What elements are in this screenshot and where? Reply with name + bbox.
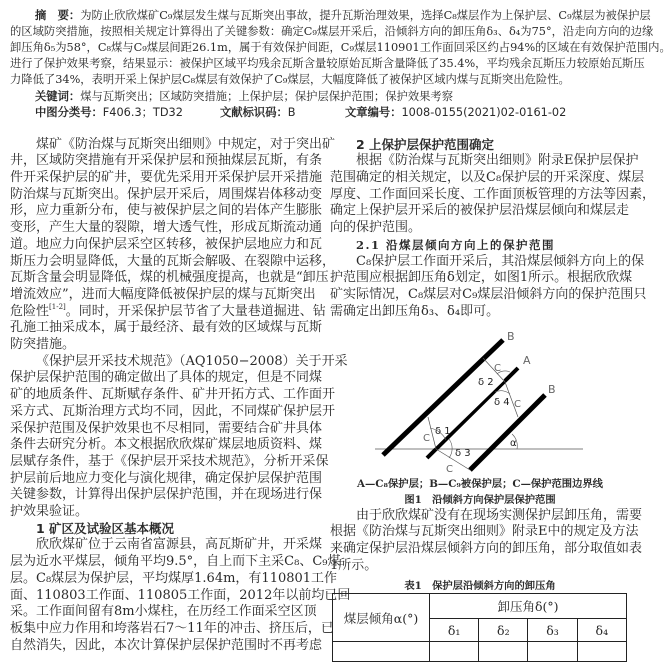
table-cell: [528, 642, 577, 662]
text-line: 孔施工抽采成本，属于最经济、最有效的区域煤与瓦斯: [10, 320, 323, 336]
label-delta-3: δ 3: [455, 448, 471, 459]
figure-legend: A—C₈保护层；B—C₉被保护层；C—保护范围边界线: [357, 478, 603, 490]
text-line: 护层前后地应力变化与演化规律，确定保护层保护范围: [10, 470, 323, 486]
citation: [1-2]: [49, 302, 66, 311]
text-line: 煤矿《防治煤与瓦斯突出细则》中规定，对于突出矿: [36, 136, 336, 152]
abstract-text: 卸压角δ₅为58°，C₈煤与C₉煤层间距26.1m，属于有效保护间距，C₉煤层110901工作面回采区约占94%的区域在有效保护范围内。: [10, 41, 671, 54]
text-line: 《保护层开采技术规范》（AQ1050−2008）关于开采: [36, 353, 348, 369]
text-line: 厚度、工作面回采长度、工作面顶板管理的方法等因素，: [330, 186, 656, 202]
text-line: 件开采保护层的矿井，要优先采用开采保护层开采措施: [10, 170, 323, 185]
label-c: C: [446, 464, 453, 475]
keywords-label: 关键词：: [35, 90, 81, 103]
text-line: 道。地应力向保护层采空区转移，被保护层地应力和瓦: [10, 236, 323, 252]
text-line: 增流效应”，进而大幅度降低被保护层的煤与瓦斯突出: [10, 286, 316, 302]
text-line: 层。C₈煤层为保护层，平均煤厚1.64m，有110801工作: [10, 570, 338, 586]
table-row: [333, 642, 627, 662]
table-cell: [577, 642, 626, 662]
text-line: 护范围应根据卸压角δ划定，如图1所示。根据欣欣煤: [330, 270, 633, 286]
column-header: δ₁: [430, 619, 479, 642]
label-delta-2: δ 2: [478, 377, 494, 388]
text-segment: 。同时，开采保护层节省了大量巷道掘进、钻: [65, 303, 326, 319]
text-line: 矿的地质条件、瓦斯赋存条件、矿井开拓方式、工作面开: [10, 387, 336, 403]
label-c: C: [494, 363, 501, 374]
label-b: B: [548, 383, 556, 396]
text-line: 确定上保护层开采后的被保护层沿煤层倾向和煤层走: [330, 203, 630, 219]
angle-arc-d3: [449, 439, 452, 458]
group-header: 卸压角δ(°): [430, 594, 627, 619]
table-cell: [479, 642, 528, 662]
abstract-label: 摘 要：: [35, 9, 81, 22]
clc-value: F406.3；TD32: [102, 106, 183, 119]
abstract-text: 为防止欣欣煤矿C₉煤层发生煤与瓦斯突出事故，提升瓦斯治理效果，选择C₈煤层作为上保护层、C₉煤层为被保护层: [80, 9, 651, 22]
text-line: 采方式、瓦斯治理方式均不同，因此，不同煤矿保护层开: [10, 403, 336, 419]
text-line: 自然消失，因此，本次计算保护层保护范围时不再考虑: [10, 637, 323, 653]
text-line: 采。工作面间留有8m小煤柱，在历经工作面采空区顶: [10, 604, 317, 620]
text-line: 井，区域防突措施有开采保护层和预抽煤层瓦斯，有条: [10, 153, 323, 169]
label-c: C: [423, 433, 430, 444]
article-no-value: 1008-0155(2021)02-0161-02: [401, 106, 567, 119]
text-segment: 危险性: [10, 303, 50, 319]
text-line: 范围确定的相关规定，以及C₈保护层的开采深度、煤层: [330, 170, 645, 185]
text-line: 欣欣煤矿位于云南省富源县，高瓦斯矿井，开采煤: [36, 537, 323, 553]
text-line: 瓦斯含量会明显降低，煤的机械强度提高，也就是“卸压: [10, 270, 329, 286]
table-cell: [333, 642, 430, 662]
text-line: 防突措施。: [10, 337, 76, 353]
column-header: δ₃: [528, 619, 577, 642]
table-caption: 表1 保护层沿倾斜方向的卸压角: [404, 580, 556, 592]
figure-caption: 图1 沿倾斜方向保护层保护范围: [404, 494, 556, 506]
text-line: 需确定出卸压角δ₃、δ₄即可。: [330, 303, 500, 319]
text-line: 防治煤与瓦斯突出。保护层开采后，周围煤岩体移动变: [10, 186, 323, 202]
abstract-text: 进行了保护效果考察，结果显示：被保护区域平均残余瓦斯含量较原始瓦斯含量降低了35.4%，平均残余瓦斯压力较原始瓦斯压: [10, 57, 645, 70]
section-heading: 2 上保护层保护范围确定: [356, 136, 495, 152]
text-line: 变形，产生大量的裂隙，增大透气性，形成瓦斯流动通: [10, 220, 323, 236]
text-line: 护效果验证。: [10, 504, 89, 520]
text-line: 根据《防治煤与瓦斯突出细则》附录E中的规定及方法: [330, 524, 639, 540]
text-line: 根据《防治煤与瓦斯突出细则》附录E保护层保护: [356, 153, 639, 169]
clc-label: 中图分类号：: [35, 106, 103, 119]
keywords-text: 煤与瓦斯突出；区域防突措施；上保护层；保护层保护范围；保护效果考察: [80, 90, 454, 103]
label-a: A: [523, 354, 531, 367]
text-line: 采保护范围及保护效果也不尽相同，需要结合矿井具体: [10, 420, 323, 436]
abstract-text: 力降低了34%，表明开采上保护层C₈煤层有效保护了C₉煤层，大幅度降低了被保护区域内煤与瓦斯突出危险性。: [10, 73, 570, 86]
text-line: 条件去研究分析。本文根据欣欣煤矿煤层地质资料、煤: [10, 437, 323, 453]
text-line: 形，应力重新分布，使与被保护层之间的岩体产生膨胀: [10, 203, 323, 219]
subsection-heading: 2.1 沿煤层倾向方向上的保护范围: [356, 237, 556, 252]
text-line: C₈保护层工作面开采后，其沿煤层倾斜方向上的保: [356, 253, 645, 269]
doc-code-value: B: [287, 106, 296, 119]
text-line: 向的保护范围。: [330, 220, 422, 236]
label-b: B: [507, 330, 515, 343]
text-line: 1所示。: [330, 557, 378, 573]
text-line: 层赋存条件，基于《保护层开采技术规范》，分析开采保: [10, 453, 329, 469]
article-no-label: 文章编号：: [345, 106, 402, 119]
label-alpha: α: [510, 438, 517, 449]
text-line: 保护层保护范围的确定做出了具体的规定，但是不同煤: [10, 370, 323, 386]
text-line: 由于欣欣煤矿没有在现场实测保护层卸压角，需要: [356, 507, 643, 523]
text-line: 关键参数，计算得出保护层保护范围，并在现场进行保: [10, 487, 323, 503]
text-line: 斯压力会明显降低，大量的瓦斯会解吸、在裂隙中运移，: [10, 253, 336, 269]
row-header: 煤层倾角α(°): [333, 594, 430, 642]
doc-code-label: 文献标识码：: [220, 106, 288, 119]
abstract-text: 的区域防突措施，按照相关规定计算得出了关键参数：确定C₉煤层开采后，沿倾斜方向的卸压角δ₃、δ₄为75°，沿走向方向的边缘: [10, 25, 654, 38]
section-heading: 1 矿区及试验区基本概况: [36, 520, 175, 536]
table-cell: [430, 642, 479, 662]
label-delta-1: δ 1: [435, 426, 451, 437]
right-column-bottom: [330, 507, 643, 575]
label-delta-4: δ 4: [494, 397, 510, 408]
text-line: 来确定保护层沿煤层倾斜方向的卸压角，部分取值如表: [330, 541, 643, 556]
text-line: 层为近水平煤层，倾角平均9.5°，自上而下主采C₈、C₉煤: [10, 554, 341, 570]
label-c: C: [514, 399, 521, 410]
angle-arc-d4: [495, 391, 510, 394]
column-header: δ₂: [479, 619, 528, 642]
text-line: 矿实际情况，C₈煤层对C₉煤层沿倾斜方向的保护范围只: [330, 286, 647, 302]
text-line: 面、110803工作面、110805工作面，2012年以前均已回: [10, 587, 351, 603]
column-header: δ₄: [577, 619, 626, 642]
text-line: 板集中应力作用和垮落岩石7～11年的冲击、挤压后，已: [10, 620, 334, 636]
table-1: [332, 593, 627, 662]
